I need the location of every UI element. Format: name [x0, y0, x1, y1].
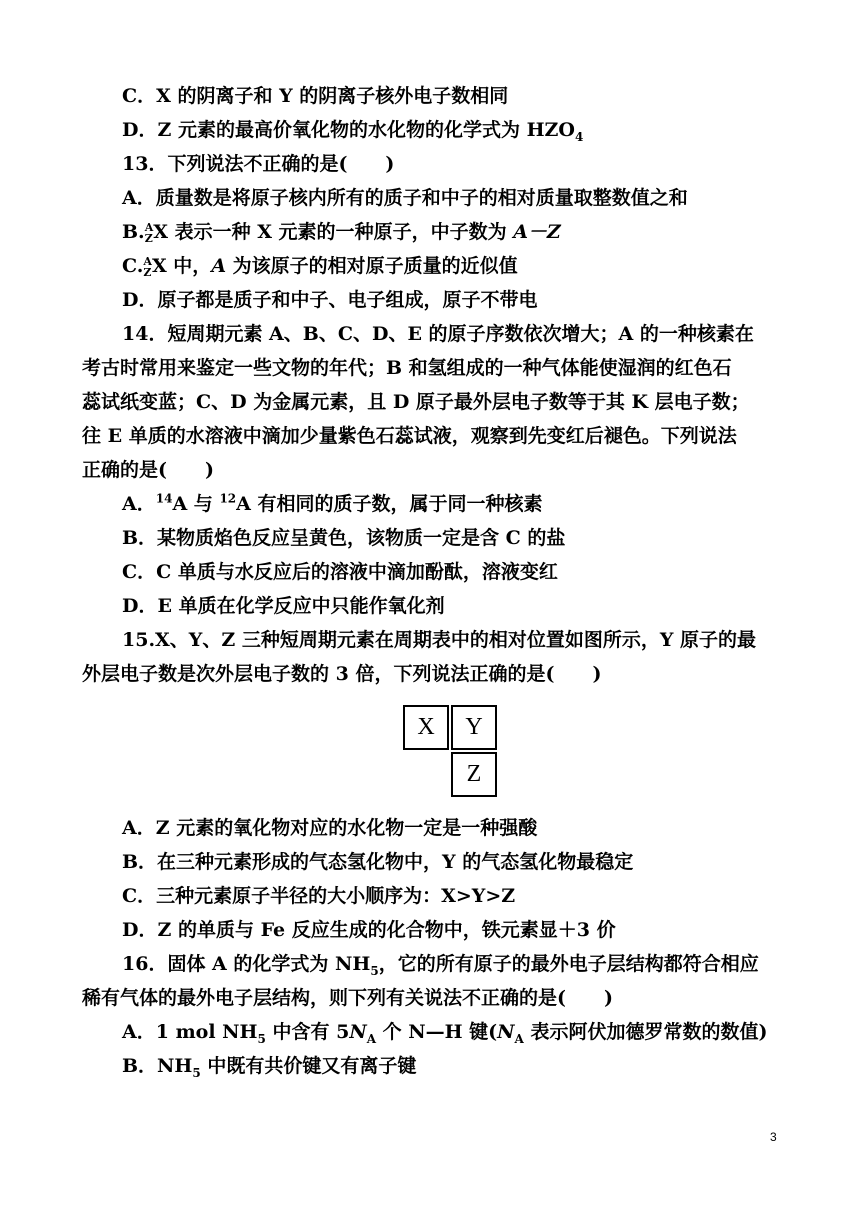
- option-c-15: C．三种元素原子半径的大小顺序为：X>Y>Z: [122, 885, 516, 907]
- option-d-15: D．Z 的单质与 Fe 反应生成的化合物中，铁元素显＋3 价: [122, 919, 616, 941]
- option-d-14: D．E 单质在化学反应中只能作氧化剂: [122, 595, 445, 617]
- option-c-13: C. A Z X 中，A 为该原子的相对原子质量的近似值: [122, 255, 518, 279]
- option-b-15: B．在三种元素形成的气态氢化物中，Y 的气态氢化物最稳定: [122, 851, 634, 873]
- question-13: 13．下列说法不正确的是( ): [122, 153, 395, 175]
- question-15-line-1: 15.X、Y、Z 三种短周期元素在周期表中的相对位置如图所示，Y 原子的最: [122, 629, 757, 651]
- question-15-line-2: 外层电子数是次外层电子数的 3 倍，下列说法正确的是( ): [82, 663, 602, 685]
- question-16-line-2: 稀有气体的最外电子层结构，则下列有关说法不正确的是( ): [82, 987, 613, 1009]
- option-a-16: A．1 mol $NH_5$ 中含有 $5N_A$ 个 N—H 键($N_A$ 表示阿伏加德罗常数的数值): [122, 1021, 768, 1046]
- nuclide-notation: A Z: [144, 221, 154, 245]
- option-a-14: A．$^{14}$A 与 $^{12}$A 有相同的质子数，属于同一种核素: [122, 491, 543, 515]
- option-d-13: D．原子都是质子和中子、电子组成，原子不带电: [122, 289, 538, 311]
- question-14-line-2: 考古时常用来鉴定一些文物的年代；B 和氢组成的一种气体能使湿润的红色石: [82, 357, 732, 379]
- option-c-12: C．X 的阴离子和 Y 的阴离子核外电子数相同: [122, 85, 509, 107]
- cell-y: Y: [451, 705, 497, 750]
- periodic-position-table: [403, 705, 499, 799]
- question-14-line-3: 蕊试纸变蓝；C、D 为金属元素，且 D 原子最外层电子数等于其 K 层电子数；: [82, 391, 750, 413]
- page-number: 3: [770, 1130, 777, 1144]
- cell-z: Z: [451, 752, 497, 797]
- cell-x: X: [403, 705, 449, 750]
- nuclide-notation: A Z: [143, 255, 152, 279]
- option-b-16: B．$NH_5$ 中既有共价键又有离子键: [122, 1055, 417, 1080]
- question-14-line-4: 往 E 单质的水溶液中滴加少量紫色石蕊试液，观察到先变红后褪色。下列说法: [82, 425, 737, 447]
- question-14-line-5: 正确的是( ): [82, 459, 214, 481]
- option-c-14: C．C 单质与水反应后的溶液中滴加酚酞，溶液变红: [122, 561, 558, 583]
- option-d-12: D．Z 元素的最高价氧化物的水化物的化学式为 $HZO_4$: [122, 119, 584, 144]
- option-b-14: B．某物质焰色反应呈黄色，该物质一定是含 C 的盐: [122, 527, 566, 549]
- option-a-15: A．Z 元素的氧化物对应的水化物一定是一种强酸: [122, 817, 538, 839]
- option-b-13: B. A Z X 表示一种 X 元素的一种原子，中子数为 A－Z: [122, 221, 561, 245]
- option-a-13: A．质量数是将原子核内所有的质子和中子的相对质量取整数值之和: [122, 187, 688, 209]
- question-14-line-1: 14．短周期元素 A、B、C、D、E 的原子序数依次增大；A 的一种核素在: [122, 323, 754, 345]
- question-16-line-1: 16．固体 A 的化学式为 $NH_5$，它的所有原子的最外电子层结构都符合相应: [122, 953, 759, 978]
